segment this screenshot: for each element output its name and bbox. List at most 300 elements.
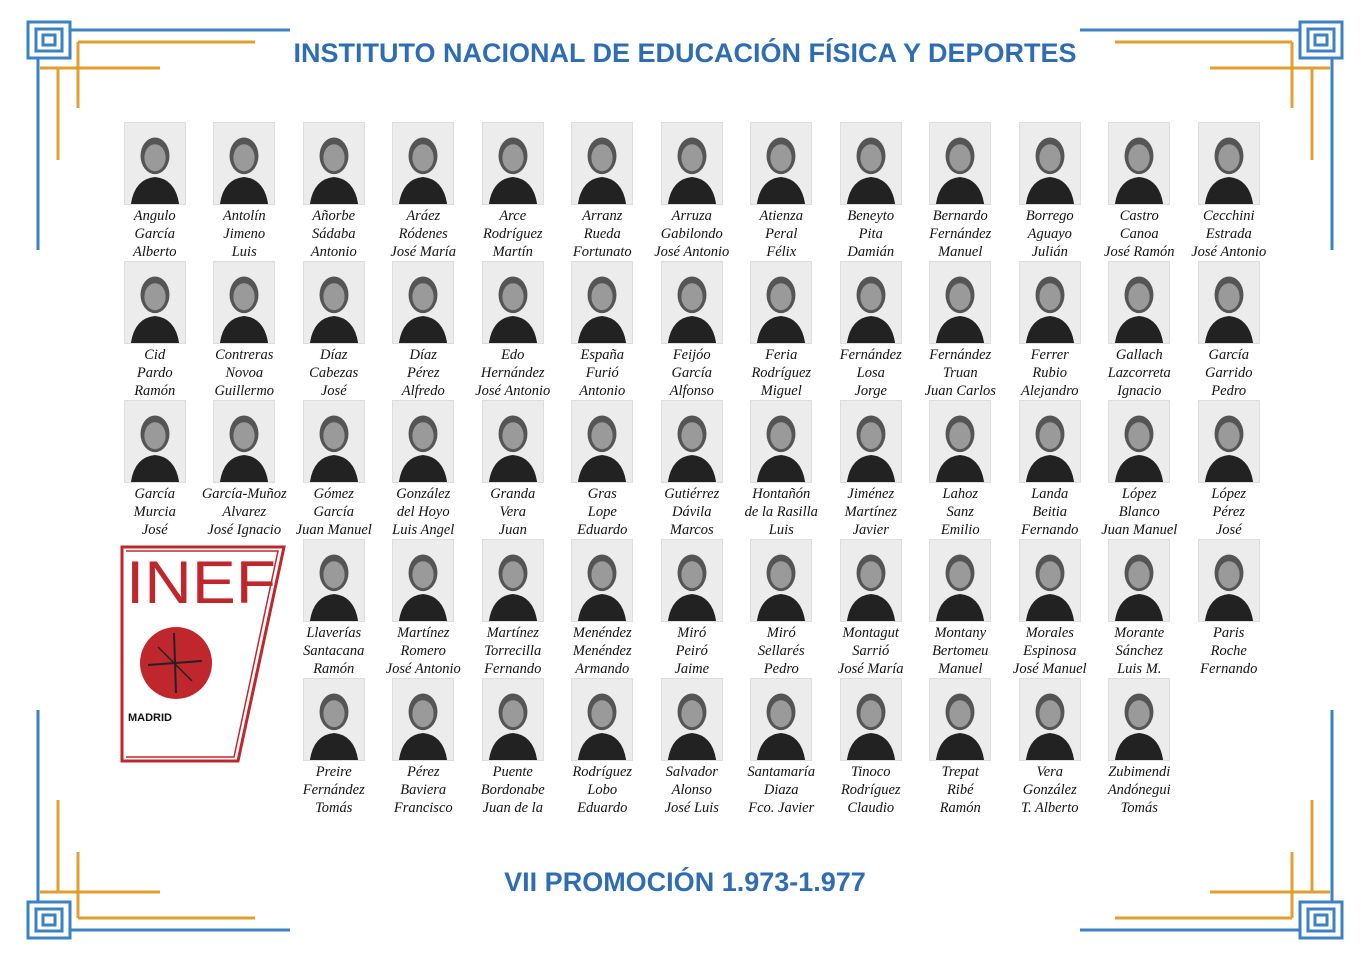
- student-name-given: Pedro: [763, 661, 799, 677]
- student-card: [1005, 400, 1095, 539]
- student-name-given: Jaime: [674, 661, 710, 677]
- student-name-surname2: Sádaba: [311, 226, 356, 242]
- portrait-photo: [482, 261, 544, 344]
- student-name-surname2: Furió: [585, 365, 619, 381]
- portrait-photo: [750, 122, 812, 205]
- student-name-surname2: Truan: [942, 365, 978, 381]
- student-name-surname2: Canoa: [1119, 226, 1159, 242]
- student-name-surname2: Rodríguez: [482, 226, 543, 242]
- student-name-surname1: Angulo: [133, 208, 176, 224]
- student-card: [379, 122, 469, 261]
- student-name-surname1: Landa: [1031, 486, 1069, 502]
- portrait-photo: [1108, 261, 1170, 344]
- student-name-given: Fernando: [1200, 661, 1258, 677]
- promotion-footer: VII PROMOCIÓN 1.973-1.977: [504, 867, 866, 897]
- student-name-surname2: Peral: [765, 226, 798, 242]
- student-name-surname1: Borrego: [1025, 208, 1074, 224]
- student-card: [647, 261, 737, 400]
- student-name-surname2: Sanz: [946, 504, 974, 520]
- student-name-given: Martín: [492, 244, 533, 260]
- portrait-photo: [840, 539, 902, 622]
- student-name-surname1: Martínez: [486, 625, 539, 641]
- student-name-surname2: Blanco: [1118, 504, 1160, 520]
- student-name-surname2: Dávila: [672, 504, 712, 520]
- student-name-given: Juan Manuel: [295, 522, 372, 538]
- student-name-surname1: Vera: [1036, 764, 1064, 780]
- student-name-surname2: Andónegui: [1107, 782, 1171, 798]
- portrait-photo: [661, 261, 723, 344]
- portrait-photo: [482, 539, 544, 622]
- student-card: [558, 261, 648, 400]
- student-card: [647, 539, 737, 678]
- inef-emblem-icon: [118, 543, 288, 765]
- portrait-photo: [840, 400, 902, 483]
- student-name-surname2: Fernández: [302, 782, 365, 798]
- student-name-given: Ignacio: [1117, 383, 1162, 399]
- student-name-given: José: [1215, 522, 1242, 538]
- portrait-photo: [1019, 678, 1081, 761]
- student-name-surname1: Gutiérrez: [664, 486, 720, 502]
- student-name-given: Alfredo: [401, 383, 445, 399]
- student-card: [1184, 261, 1274, 400]
- student-name-given: José Ramón: [1104, 244, 1175, 260]
- student-name-surname2: Bordonabe: [480, 782, 545, 798]
- student-name-surname1: Aráez: [406, 208, 441, 224]
- student-card: [737, 539, 827, 678]
- student-name-surname1: Llaverías: [306, 625, 362, 641]
- student-card: [1184, 122, 1274, 261]
- student-card: [289, 122, 379, 261]
- student-name-given: Eduardo: [577, 522, 628, 538]
- student-card: [110, 122, 200, 261]
- student-name-surname2: Garrido: [1204, 365, 1253, 381]
- student-name-surname2: Rodríguez: [751, 365, 812, 381]
- student-name-surname2: García: [134, 226, 176, 242]
- student-card: [468, 678, 558, 817]
- student-card: [1005, 122, 1095, 261]
- student-name-given: Guillermo: [214, 383, 275, 399]
- student-name-surname1: Tinoco: [851, 764, 891, 780]
- portrait-photo: [840, 678, 902, 761]
- student-name-surname2: Sarrió: [852, 643, 890, 659]
- student-card: [916, 678, 1006, 817]
- student-name-given: José Luis: [664, 800, 719, 816]
- page-title: INSTITUTO NACIONAL DE EDUCACIÓN FÍSICA Y DEPORTES: [293, 38, 1077, 68]
- student-name-surname1: Castro: [1119, 208, 1159, 224]
- portrait-photo: [303, 122, 365, 205]
- student-name-surname2: Roche: [1210, 643, 1247, 659]
- student-name-given: José Antonio: [654, 244, 730, 260]
- student-card: [200, 400, 290, 539]
- portrait-photo: [1108, 400, 1170, 483]
- student-name-surname2: Romero: [400, 643, 446, 659]
- portrait-photo: [482, 400, 544, 483]
- student-card: [1005, 678, 1095, 817]
- student-card: [647, 122, 737, 261]
- student-name-surname1: González: [396, 486, 451, 502]
- student-name-surname2: Menéndez: [572, 643, 632, 659]
- student-name-surname2: Beitia: [1032, 504, 1068, 520]
- student-name-surname2: García: [671, 365, 713, 381]
- student-name-surname2: Lope: [587, 504, 617, 520]
- student-name-surname2: Baviera: [400, 782, 447, 798]
- student-name-surname1: Gómez: [313, 486, 354, 502]
- student-name-surname1: Morales: [1025, 625, 1074, 641]
- student-name-surname1: Feijóo: [672, 347, 711, 363]
- student-name-given: Ramón: [134, 383, 176, 399]
- student-name-surname1: Arranz: [582, 208, 623, 224]
- portrait-photo: [661, 678, 723, 761]
- student-name-surname1: Edo: [501, 347, 525, 363]
- portrait-photo: [929, 539, 991, 622]
- student-name-given: Juan Manuel: [1101, 522, 1178, 538]
- portrait-photo: [750, 539, 812, 622]
- student-name-surname1: Cid: [144, 347, 166, 363]
- student-card: [200, 122, 290, 261]
- student-name-surname2: González: [1022, 782, 1077, 798]
- portrait-photo: [840, 261, 902, 344]
- student-name-surname1: Zubimendi: [1108, 764, 1171, 780]
- student-name-surname2: Santacana: [303, 643, 365, 659]
- student-card: [1095, 678, 1185, 817]
- student-name-surname1: Antolín: [222, 208, 266, 224]
- student-card: [1095, 261, 1185, 400]
- student-name-surname1: España: [580, 347, 624, 363]
- student-name-given: José Manuel: [1012, 661, 1087, 677]
- student-name-surname2: Rodríguez: [840, 782, 901, 798]
- student-name-surname1: Gallach: [1115, 347, 1163, 363]
- student-name-surname2: Murcia: [133, 504, 176, 520]
- student-card: [826, 678, 916, 817]
- student-name-given: José Antonio: [1191, 244, 1267, 260]
- student-name-given: Pedro: [1211, 383, 1247, 399]
- portrait-photo: [213, 400, 275, 483]
- portrait-photo: [929, 122, 991, 205]
- portrait-photo: [929, 261, 991, 344]
- student-name-surname1: Atienza: [759, 208, 803, 224]
- student-card: [1184, 400, 1274, 539]
- portrait-photo: [661, 539, 723, 622]
- student-name-surname1: Miró: [677, 625, 707, 641]
- student-name-surname1: Paris: [1213, 625, 1245, 641]
- student-name-surname1: Granda: [490, 486, 536, 502]
- student-name-surname1: Pérez: [407, 764, 440, 780]
- student-name-surname1: Morante: [1114, 625, 1165, 641]
- portrait-photo: [750, 678, 812, 761]
- student-name-surname2: García: [313, 504, 355, 520]
- student-name-surname2: del Hoyo: [396, 504, 450, 520]
- portrait-photo: [571, 539, 633, 622]
- student-name-surname2: Novoa: [225, 365, 264, 381]
- student-card: [468, 539, 558, 678]
- portrait-photo: [303, 261, 365, 344]
- student-name-given: José María: [390, 244, 457, 260]
- student-name-given: José Antonio: [385, 661, 461, 677]
- student-name-surname1: Jiménez: [847, 486, 895, 502]
- student-name-given: Félix: [766, 244, 797, 260]
- svg-text:MADRID: MADRID: [128, 712, 172, 724]
- student-card: [737, 400, 827, 539]
- student-name-surname1: García-Muñoz: [201, 486, 287, 502]
- student-name-given: Juan de la: [482, 800, 543, 816]
- portrait-photo: [1108, 539, 1170, 622]
- student-name-surname1: Feria: [765, 347, 798, 363]
- student-name-surname1: Menéndez: [572, 625, 632, 641]
- student-card: [1005, 539, 1095, 678]
- student-name-given: Emilio: [940, 522, 980, 538]
- portrait-photo: [1198, 261, 1260, 344]
- inef-logo: [118, 543, 288, 765]
- student-name-given: José: [320, 383, 347, 399]
- student-card: [1095, 539, 1185, 678]
- student-card: [1095, 400, 1185, 539]
- student-name-surname1: Fernández: [929, 347, 992, 363]
- portrait-photo: [571, 122, 633, 205]
- portrait-photo: [124, 261, 186, 344]
- student-card: [289, 400, 379, 539]
- portrait-photo: [1198, 122, 1260, 205]
- portrait-photo: [303, 400, 365, 483]
- student-name-given: Javier: [852, 522, 889, 538]
- portrait-photo: [661, 400, 723, 483]
- student-name-given: Armando: [575, 661, 630, 677]
- portrait-photo: [482, 678, 544, 761]
- student-card: [200, 261, 290, 400]
- portrait-photo: [303, 539, 365, 622]
- student-name-given: Julián: [1031, 244, 1068, 260]
- portrait-photo: [571, 400, 633, 483]
- student-name-surname2: Peiró: [675, 643, 708, 659]
- student-card: [826, 539, 916, 678]
- student-card: [916, 400, 1006, 539]
- student-name-surname2: Martínez: [844, 504, 897, 520]
- student-card: [558, 400, 648, 539]
- student-name-surname1: Arce: [499, 208, 527, 224]
- student-name-given: Marcos: [669, 522, 714, 538]
- student-name-surname2: Losa: [856, 365, 885, 381]
- student-name-given: Ramón: [939, 800, 981, 816]
- student-card: [110, 400, 200, 539]
- student-name-surname1: Miró: [766, 625, 796, 641]
- student-name-surname2: Pérez: [1212, 504, 1245, 520]
- student-name-given: José María: [837, 661, 904, 677]
- student-card: [647, 678, 737, 817]
- student-card: [289, 539, 379, 678]
- student-name-given: Damián: [847, 244, 895, 260]
- student-name-surname1: García: [134, 486, 176, 502]
- student-name-given: T. Alberto: [1021, 800, 1079, 816]
- student-name-surname1: Trepat: [941, 764, 979, 780]
- student-name-surname1: López: [1211, 486, 1247, 502]
- portrait-photo: [392, 261, 454, 344]
- portrait-photo: [392, 539, 454, 622]
- portrait-photo: [1019, 261, 1081, 344]
- student-card: [379, 678, 469, 817]
- student-name-surname2: Sellarés: [757, 643, 805, 659]
- student-card: [1184, 539, 1274, 678]
- portrait-photo: [1019, 400, 1081, 483]
- student-name-given: Fernando: [1021, 522, 1079, 538]
- student-name-surname2: Torrecilla: [484, 643, 542, 659]
- student-card: [916, 539, 1006, 678]
- student-name-surname1: Montany: [934, 625, 987, 641]
- student-name-given: Luis: [768, 522, 794, 538]
- student-name-surname1: Díaz: [409, 347, 437, 363]
- student-name-given: José: [141, 522, 168, 538]
- student-name-given: Manuel: [938, 661, 983, 677]
- student-name-surname1: Añorbe: [312, 208, 356, 224]
- student-name-given: José Antonio: [475, 383, 551, 399]
- student-name-surname2: Pita: [858, 226, 883, 242]
- student-name-given: Tomás: [1120, 800, 1158, 816]
- student-name-surname1: Díaz: [320, 347, 348, 363]
- student-card: [289, 261, 379, 400]
- student-card: [468, 400, 558, 539]
- portrait-photo: [571, 678, 633, 761]
- student-name-surname1: Rodríguez: [572, 764, 633, 780]
- portrait-photo: [750, 261, 812, 344]
- student-name-surname1: García: [1208, 347, 1250, 363]
- student-name-surname2: Lazcorreta: [1107, 365, 1171, 381]
- student-name-given: Juan Carlos: [924, 383, 996, 399]
- student-card: [468, 122, 558, 261]
- student-card: [558, 539, 648, 678]
- student-card: [379, 539, 469, 678]
- student-card: [826, 400, 916, 539]
- svg-text:INEF: INEF: [126, 549, 276, 616]
- student-name-surname1: Bernardo: [932, 208, 988, 224]
- student-name-surname2: Pardo: [136, 365, 173, 381]
- student-name-surname1: Ferrer: [1030, 347, 1069, 363]
- student-name-surname1: Gras: [587, 486, 617, 502]
- student-name-surname1: Salvador: [665, 764, 718, 780]
- student-name-surname1: Fernández: [839, 347, 902, 363]
- student-name-given: Fco. Javier: [748, 800, 815, 816]
- student-card: [558, 678, 648, 817]
- student-card: [647, 400, 737, 539]
- student-name-given: Alejandro: [1021, 383, 1079, 399]
- student-name-given: Alfonso: [669, 383, 714, 399]
- student-name-surname1: Montagut: [842, 625, 899, 641]
- student-name-surname1: Beneyto: [847, 208, 895, 224]
- student-name-surname1: Puente: [492, 764, 533, 780]
- student-name-surname2: Estrada: [1205, 226, 1252, 242]
- student-name-surname1: Martínez: [397, 625, 450, 641]
- student-name-surname2: de la Rasilla: [744, 504, 818, 520]
- student-name-given: Fernando: [484, 661, 542, 677]
- student-card: [826, 261, 916, 400]
- portrait-photo: [482, 122, 544, 205]
- student-name-surname1: Arruza: [671, 208, 712, 224]
- portrait-photo: [750, 400, 812, 483]
- student-card: [1095, 122, 1185, 261]
- student-name-surname1: Santamaría: [747, 764, 816, 780]
- student-name-given: Luis Angel: [392, 522, 455, 538]
- student-name-surname2: Ribé: [946, 782, 974, 798]
- student-name-surname2: Alonso: [671, 782, 712, 798]
- portrait-photo: [392, 122, 454, 205]
- student-name-given: Miguel: [760, 383, 802, 399]
- portrait-photo: [213, 122, 275, 205]
- student-name-surname2: Diaza: [763, 782, 799, 798]
- portrait-photo: [303, 678, 365, 761]
- portrait-photo: [1108, 122, 1170, 205]
- student-name-given: Francisco: [393, 800, 453, 816]
- student-name-given: Claudio: [847, 800, 895, 816]
- portrait-photo: [929, 678, 991, 761]
- student-name-surname2: Hernández: [480, 365, 545, 381]
- student-name-surname2: Cabezas: [309, 365, 359, 381]
- portrait-photo: [392, 678, 454, 761]
- student-name-given: Antonio: [310, 244, 357, 260]
- student-name-surname1: Preire: [315, 764, 352, 780]
- student-name-surname2: Pérez: [407, 365, 440, 381]
- student-name-given: Ramón: [313, 661, 355, 677]
- student-name-given: Manuel: [938, 244, 983, 260]
- student-card: [289, 678, 379, 817]
- student-name-surname2: Espinosa: [1023, 643, 1077, 659]
- portrait-photo: [1019, 539, 1081, 622]
- student-name-given: Luis M.: [1117, 661, 1162, 677]
- student-name-surname1: López: [1121, 486, 1157, 502]
- portrait-photo: [661, 122, 723, 205]
- student-card: [558, 122, 648, 261]
- student-card: [379, 261, 469, 400]
- student-name-given: Alberto: [133, 244, 177, 260]
- portrait-photo: [1198, 400, 1260, 483]
- student-card: [916, 261, 1006, 400]
- student-name-surname2: Bertomeu: [932, 643, 989, 659]
- student-card: [737, 122, 827, 261]
- student-card: [110, 261, 200, 400]
- portrait-photo: [929, 400, 991, 483]
- portrait-photo: [213, 261, 275, 344]
- student-card: [1005, 261, 1095, 400]
- student-name-given: Antonio: [579, 383, 626, 399]
- portrait-photo: [1108, 678, 1170, 761]
- student-card: [916, 122, 1006, 261]
- student-name-surname2: Jimeno: [223, 226, 266, 242]
- student-name-surname2: Sánchez: [1115, 643, 1163, 659]
- portrait-photo: [571, 261, 633, 344]
- student-name-surname1: Cecchini: [1202, 208, 1255, 224]
- portrait-photo: [1019, 122, 1081, 205]
- student-card: [468, 261, 558, 400]
- student-card: [826, 122, 916, 261]
- student-name-surname2: Rueda: [583, 226, 621, 242]
- student-name-surname2: Alvarez: [222, 504, 267, 520]
- student-name-given: Juan: [498, 522, 527, 538]
- student-name-given: Tomás: [315, 800, 353, 816]
- student-name-surname1: Contreras: [215, 347, 274, 363]
- student-name-given: Jorge: [854, 383, 887, 399]
- student-name-given: José Ignacio: [207, 522, 282, 538]
- student-name-surname2: Rubio: [1032, 365, 1068, 381]
- portrait-photo: [840, 122, 902, 205]
- portrait-photo: [392, 400, 454, 483]
- student-name-given: Fortunato: [572, 244, 632, 260]
- student-card: [737, 678, 827, 817]
- student-name-given: Luis: [231, 244, 257, 260]
- student-name-surname2: Vera: [499, 504, 527, 520]
- student-name-surname2: Gabilondo: [660, 226, 723, 242]
- student-card: [379, 400, 469, 539]
- student-card: [737, 261, 827, 400]
- student-name-surname2: Ródenes: [398, 226, 448, 242]
- student-name-surname2: Fernández: [929, 226, 992, 242]
- portrait-photo: [124, 122, 186, 205]
- student-name-given: Eduardo: [577, 800, 628, 816]
